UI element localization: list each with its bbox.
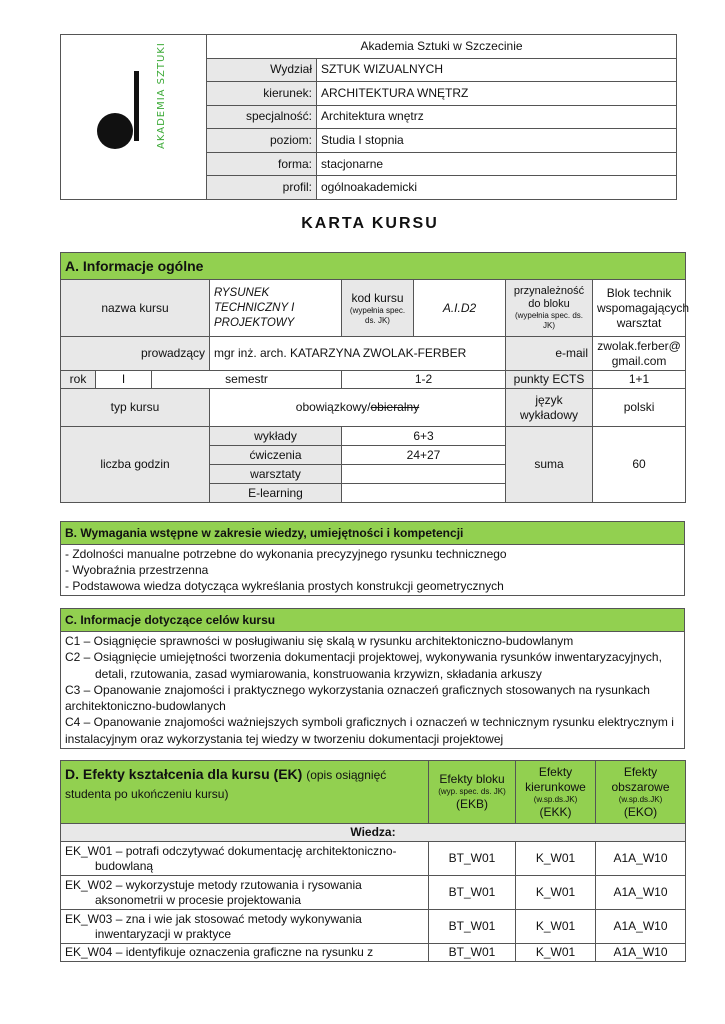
outcome-ekk: K_W01 [516,842,596,876]
section-d-heading: D. Efekty kształcenia dla kursu (EK) [65,766,303,782]
col-title: Efekty obszarowe [611,764,670,794]
hours-type: warsztaty [210,465,342,484]
hours-value: 24+27 [342,446,506,465]
outcome-line-cont: budowlaną [95,858,154,873]
header-value: stacjonarne [317,152,677,176]
col-eko-header [596,761,686,824]
hours-type: wykłady [210,427,342,446]
block-label: przynależność do bloku [513,285,585,310]
outcome-ekb: BT_W01 [429,876,516,910]
section-d-table [60,760,686,962]
goal-item: C3 – Opanowanie znajomości i praktycznego wykorzystania oznaczeń graficznych stosowanych na rysunkach [65,682,650,697]
type-elective: obieralny [370,400,420,414]
header-value: ogólnoakademicki [317,176,677,200]
outcome-line: EK_W02 – wykorzystuje metody rzutowania i rysowania [65,877,362,892]
sum-value: 60 [593,427,686,503]
outcome-eko: A1A_W10 [596,944,686,962]
section-d-heading-cell [61,761,429,824]
course-code-note: (wypełnia spec. ds. JK) [349,305,406,325]
goal-item: C4 – Opanowanie znajomości ważniejszych symboli graficznych i oznaczeń w technicznym rysunku elektrycznym i [65,715,674,730]
header-label: Wydział [207,58,317,82]
course-code-value: A.I.D2 [414,280,506,337]
col-title: Efekty kierunkowe [525,764,586,794]
hours-label: liczba godzin [61,427,210,503]
header-label: profil: [207,176,317,200]
outcome-ekk: K_W01 [516,876,596,910]
block-value: Blok technik wspomagających warsztat [593,280,686,337]
page-title: KARTA KURSU [301,215,439,232]
col-title: Efekty bloku [439,772,505,786]
knowledge-label: Wiedza: [61,824,686,842]
header-value: ARCHITEKTURA WNĘTRZ [317,82,677,106]
outcome-eko: A1A_W10 [596,876,686,910]
outcome-ekb: BT_W01 [429,842,516,876]
hours-value [342,484,506,503]
section-a-table [60,252,690,503]
year-label: rok [61,371,96,389]
header-label: poziom: [207,129,317,153]
header-value: Architektura wnętrz [317,105,677,129]
col-ekb-header [429,761,516,824]
logo-bar-icon [134,71,139,141]
course-name-label: nazwa kursu [61,280,210,337]
outcome-desc [61,910,429,944]
course-name-value: RYSUNEK TECHNICZNY I PROJEKTOWY [210,280,342,337]
col-code: (EKK) [539,804,572,819]
outcome-desc [61,944,429,962]
course-type-label: typ kursu [61,389,210,427]
logo-text: AKADEMIA SZTUKI [156,42,167,149]
section-c-heading: C. Informacje dotyczące celów kursu [61,609,684,632]
outcome-eko: A1A_W10 [596,910,686,944]
logo-cell [61,35,207,200]
requirement-item: - Zdolności manualne potrzebne do wykonania precyzyjnego rysunku technicznego [65,547,507,561]
outcome-ekb: BT_W01 [429,944,516,962]
outcome-desc [61,842,429,876]
outcome-ekk: K_W01 [516,944,596,962]
email-label: e-mail [506,337,593,371]
col-code: (EKB) [455,797,488,811]
academy-name: Akademia Sztuki w Szczecinie [207,35,677,59]
header-value: Studia I stopnia [317,129,677,153]
hours-type: E-learning [210,484,342,503]
header-table [60,34,677,200]
email-value: zwolak.ferber@gmail.com [593,337,686,371]
block-label-cell [506,280,593,337]
section-a-heading: A. Informacje ogólne [61,253,686,280]
semester-label: semestr [152,371,342,389]
goal-item-cont: detali, rzutowania, zasad wymiarowania, konstruowania krzywizn, składania arkuszy [95,666,542,681]
header-label: specjalność: [207,105,317,129]
block-note: (wypełnia spec. ds. JK) [514,311,584,330]
section-d-note: (opis osiągnięć studenta po ukończeniu kursu) [65,768,387,801]
section-c [60,608,685,749]
goal-item: C2 – Osiągnięcie umiejętności tworzenia dokumentacji projektowej, wykonywania rysunków inwentaryzacyjnych, [65,650,662,665]
lecturer-value: mgr inż. arch. KATARZYNA ZWOLAK-FERBER [210,337,506,371]
requirement-item: - Wyobraźnia przestrzenna [65,563,209,577]
outcome-line-cont: aksonometrii w procesie projektowania [95,892,302,907]
ects-label: punkty ECTS [506,371,593,389]
language-label: język wykładowy [506,389,593,427]
goal-item-cont: instalacyjnym oraz wykorzystania tej wiedzy w tworzeniu dokumentacji projektowej [65,731,504,746]
outcome-ekb: BT_W01 [429,910,516,944]
sum-label: suma [506,427,593,503]
header-label: kierunek: [207,82,317,106]
hours-type: ćwiczenia [210,446,342,465]
outcome-eko: A1A_W10 [596,842,686,876]
outcome-ekk: K_W01 [516,910,596,944]
course-type-value [210,389,506,427]
col-note: (w.sp.ds.JK) [533,794,578,804]
outcome-desc [61,876,429,910]
academy-logo [61,35,205,195]
type-mandatory: obowiązkowy/ [295,400,371,414]
col-note: (wyp. spec. ds. JK) [438,787,506,796]
outcome-line-cont: inwentaryzacji w praktyce [95,926,232,941]
col-note: (w.sp.ds.JK) [618,794,663,804]
section-b [60,521,685,596]
col-code: (EKO) [623,804,658,819]
outcome-line: EK_W03 – zna i wie jak stosować metody wykonywania [65,911,362,926]
semester-value: 1-2 [342,371,506,389]
hours-value [342,465,506,484]
language-value: polski [593,389,686,427]
col-ekk-header [516,761,596,824]
outcome-line: EK_W01 – potrafi odczytywać dokumentację architektoniczno- [65,843,397,858]
header-label: forma: [207,152,317,176]
goal-item-cont: architektoniczno-budowlanych [65,699,226,714]
year-value: I [96,371,152,389]
hours-value: 6+3 [342,427,506,446]
requirement-item: - Podstawowa wiedza dotycząca wykreślania prostych konstrukcji geometrycznych [65,579,504,593]
lecturer-label: prowadzący [61,337,210,371]
section-b-heading: B. Wymagania wstępne w zakresie wiedzy, umiejętności i kompetencji [61,522,684,545]
ects-value: 1+1 [593,371,686,389]
course-code-label-cell [342,280,414,337]
logo-dot-icon [97,113,133,149]
goal-item: C1 – Osiągnięcie sprawności w posługiwaniu się skalą w rysunku architektoniczno-budowlanym [65,634,574,648]
outcome-line: EK_W04 – identyfikuje oznaczenia graficzne na rysunku z [65,945,374,959]
header-value: SZTUK WIZUALNYCH [317,58,677,82]
course-code-label: kod kursu [351,290,404,305]
